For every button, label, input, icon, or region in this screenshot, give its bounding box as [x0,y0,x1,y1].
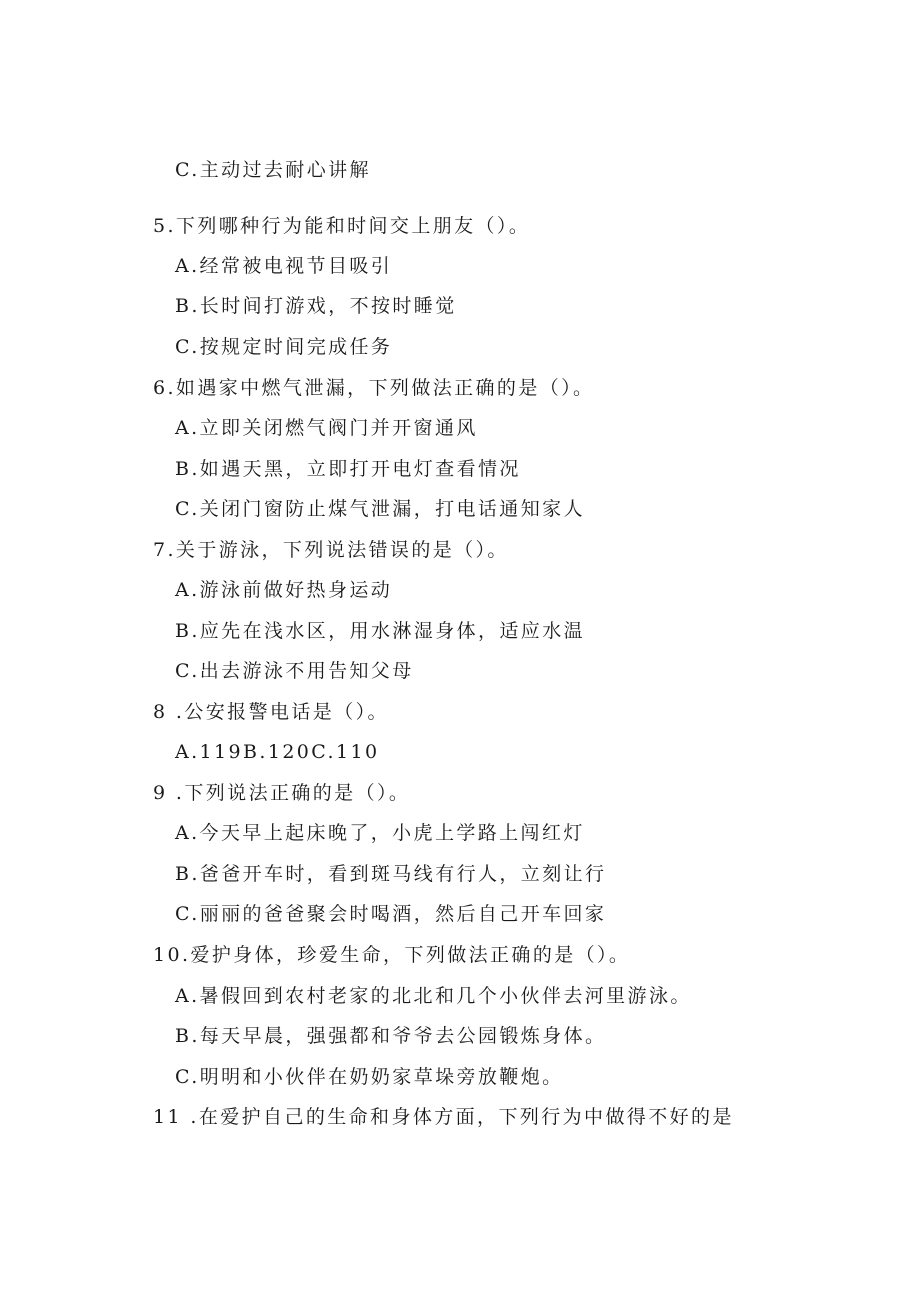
question-5-option-c: C.按规定时间完成任务 [175,336,393,358]
question-6-option-a: A.立即关闭燃气阀门并开窗通风 [175,417,478,439]
question-7-option-c: C.出去游泳不用告知父母 [175,660,414,682]
question-7-option-a: A.游泳前做好热身运动 [175,579,393,601]
question-9-option-b: B.爸爸开车时，看到斑马线有行人，立刻让行 [175,863,607,885]
question-7-stem: 7.关于游泳，下列说法错误的是（）。 [153,539,509,561]
question-8-stem: 8 .公安报警电话是（）。 [153,701,389,723]
question-9-option-a: A.今天早上起床晚了，小虎上学路上闯红灯 [175,822,585,844]
question-4-option-c: C.主动过去耐心讲解 [175,159,371,181]
question-5-option-b: B.长时间打游戏，不按时睡觉 [175,295,457,317]
question-7-option-b: B.应先在浅水区，用水淋湿身体，适应水温 [175,620,586,642]
question-5-stem: 5.下列哪种行为能和时间交上朋友（）。 [153,215,531,237]
question-10-option-b: B.每天早晨，强强都和爷爷去公园锻炼身体。 [175,1025,607,1047]
question-11-stem: 11 .在爱护自己的生命和身体方面，下列行为中做得不好的是 [153,1106,734,1128]
question-8-options: A.119B.120C.110 [175,741,380,763]
question-9-option-c: C.丽丽的爸爸聚会时喝酒，然后自己开车回家 [175,903,607,925]
question-6-option-c: C.关闭门窗防止煤气泄漏，打电话通知家人 [175,498,585,520]
question-5-option-a: A.经常被电视节目吸引 [175,255,393,277]
question-6-stem: 6.如遇家中燃气泄漏，下列做法正确的是（）。 [153,377,595,399]
question-10-option-c: C.明明和小伙伴在奶奶家草垛旁放鞭炮。 [175,1066,564,1088]
question-9-stem: 9 .下列说法正确的是（）。 [153,782,411,804]
question-6-option-b: B.如遇天黑，立即打开电灯查看情况 [175,458,521,480]
question-10-stem: 10.爱护身体，珍爱生命，下列做法正确的是（）。 [153,944,631,966]
question-10-option-a: A.暑假回到农村老家的北北和几个小伙伴去河里游泳。 [175,985,692,1007]
